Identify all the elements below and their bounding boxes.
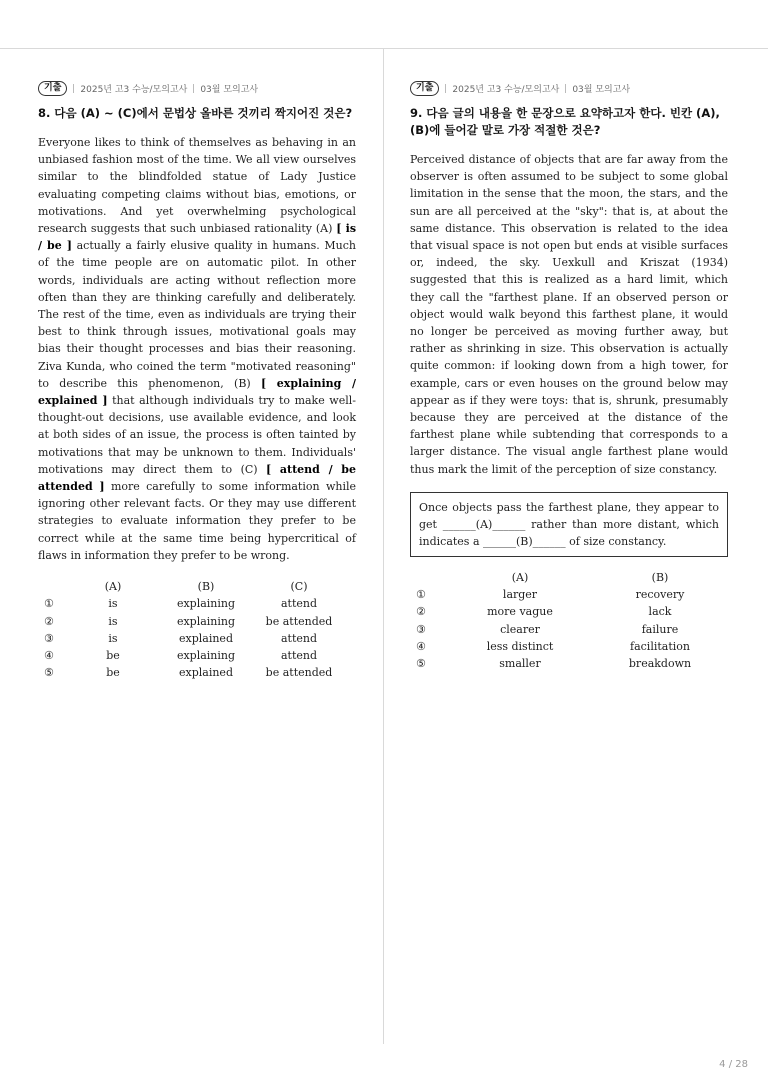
passage: Perceived distance of objects that are far away from the observer is often assumed to be subject to some global limitation in the sense that the moon, the stars, and the sun are all perceived at the "sky": that is, at about the same distance. This observation is related to the idea that visual space is not open but ends at visible surfaces or, indeed, the sky. Uexkull and Kriszat (1934) suggested that this is realized as a hard limit, which they call the "farthest plane. If an observed person or object would walk beyond this farthest plane, it would no longer be perceived as moving further away, but rather as shrinking in size. This observation is actually quite common: if looking down from a high tower, for example, cars or even houses on the ground below may appear as if they were toys: that is, shrunk, presumably because they are perceived at the distance of the farthest plane while subtending that corresponds to a larger distance. The visual angle farthest plane would thus mark the limit of the perception of size constancy.	[410, 153, 728, 476]
page-number: 4 / 28	[719, 1059, 748, 1070]
option-number[interactable]: ②	[416, 605, 426, 619]
exam-month: 03월 모의고사	[572, 84, 631, 95]
option-a: larger	[502, 588, 538, 602]
option-row[interactable]	[416, 638, 720, 655]
header-b: (B)	[651, 570, 669, 584]
option-number[interactable]: ④	[44, 648, 54, 662]
option-a: more vague	[487, 605, 553, 619]
option-number[interactable]: ⑤	[416, 656, 426, 670]
passage-text: Everyone likes to think of themselves as behaving in an unbiased fashion most of the time. We all view ourselves similar to the blindfolded statue of Lady Justice evaluating competing claims without bias, emotions, or motivations. And yet overwhelming psychological research suggests that such unbiased rationality (A)	[38, 136, 356, 236]
option-a: is	[108, 614, 118, 628]
header-divider	[0, 48, 768, 49]
option-row[interactable]	[44, 595, 344, 612]
exam-year: 2025년 고3 수능/모의고사	[452, 84, 560, 95]
option-row[interactable]	[44, 664, 344, 681]
blank-a: [ is / be ]	[38, 222, 357, 253]
option-number[interactable]: ②	[44, 614, 54, 628]
option-c: attend	[280, 631, 318, 645]
option-number[interactable]: ③	[44, 631, 54, 645]
option-b: facilitation	[630, 639, 690, 653]
options-header	[416, 569, 720, 586]
option-number[interactable]: ③	[416, 622, 426, 636]
question-8	[38, 80, 356, 681]
option-a: clearer	[500, 622, 540, 636]
question-meta	[410, 80, 728, 96]
question-meta	[38, 80, 356, 96]
option-row[interactable]	[44, 630, 344, 647]
source-badge: 기출	[38, 81, 67, 96]
option-number[interactable]: ①	[44, 597, 54, 611]
passage-text: that although individuals try to make well-thought-out decisions, use available evidence, and look at both sides of an issue, the process is often tainted by motivations that may be unknown to them. Individuals' motivations may direct them to (C)	[38, 394, 356, 476]
option-c: attend	[280, 648, 318, 662]
option-b: failure	[641, 622, 679, 636]
column-divider	[383, 49, 384, 1044]
option-b: explaining	[176, 648, 236, 662]
option-b: breakdown	[628, 656, 692, 670]
passage-text: more carefully to some information while ignoring other relevant facts. Or they may use different strategies to evaluate information they prefer to be correct while at the same time being hypercritical of flaws in information they prefer to be wrong.	[38, 480, 356, 562]
question-title: 8. 다음 (A) ~ (C)에서 문법상 올바른 것끼리 짝지어진 것은?	[38, 106, 353, 120]
option-b: recovery	[635, 588, 685, 602]
option-b: explained	[179, 631, 233, 645]
answer-options	[44, 578, 344, 681]
option-a: is	[108, 631, 118, 645]
options-header	[44, 578, 344, 595]
option-row[interactable]	[44, 612, 344, 629]
option-b: lack	[648, 605, 672, 619]
passage-text: actually a fairly elusive quality in humans. Much of the time people are on automatic pilot. In other words, individuals are acting without reflection more often than they are thinking carefully and deliberately. The rest of the time, even as individuals are trying their best to think through issues, motivational goals may bias their thought processes and bias their reasoning. Ziva Kunda, who coined the term "motivated reasoning" to describe this phenomenon, (B)	[38, 239, 356, 390]
answer-options	[416, 569, 720, 672]
option-a: is	[108, 597, 118, 611]
source-badge: 기출	[410, 81, 439, 96]
meta-separator	[445, 84, 446, 93]
option-c: be attended	[265, 666, 333, 680]
header-b: (B)	[197, 580, 215, 594]
header-a: (A)	[104, 580, 122, 594]
header-a: (A)	[511, 570, 529, 584]
option-number[interactable]: ⑤	[44, 666, 54, 680]
option-c: be attended	[265, 614, 333, 628]
option-row[interactable]	[416, 603, 720, 620]
option-a: smaller	[499, 656, 541, 670]
option-a: be	[106, 666, 120, 680]
passage	[38, 134, 356, 564]
question-title: 9. 다음 글의 내용을 한 문장으로 요약하고자 한다. 빈칸 (A), (B)에 들어갈 말로 가장 적절한 것은?	[410, 106, 720, 137]
option-row[interactable]	[416, 620, 720, 637]
option-row[interactable]	[44, 647, 344, 664]
question-9	[410, 80, 728, 672]
meta-separator	[73, 84, 74, 93]
option-a: less distinct	[486, 639, 554, 653]
meta-separator	[193, 84, 194, 93]
exam-year: 2025년 고3 수능/모의고사	[80, 84, 188, 95]
option-number[interactable]: ①	[416, 588, 426, 602]
option-b: explained	[179, 666, 233, 680]
exam-month: 03월 모의고사	[200, 84, 259, 95]
option-b: explaining	[176, 614, 236, 628]
blank-c: [ attend / be attended ]	[38, 462, 356, 494]
summary-box: Once objects pass the farthest plane, they appear to get ______(A)______ rather than more distant, which indicates a ______(B)______ of size constancy.	[410, 492, 728, 557]
option-c: attend	[280, 597, 318, 611]
option-row[interactable]	[416, 655, 720, 672]
blank-b: [ explaining / explained ]	[38, 376, 356, 408]
option-a: be	[106, 648, 120, 662]
option-row[interactable]	[416, 586, 720, 603]
header-c: (C)	[290, 580, 308, 594]
option-b: explaining	[176, 597, 236, 611]
meta-separator	[565, 84, 566, 93]
option-number[interactable]: ④	[416, 639, 426, 653]
